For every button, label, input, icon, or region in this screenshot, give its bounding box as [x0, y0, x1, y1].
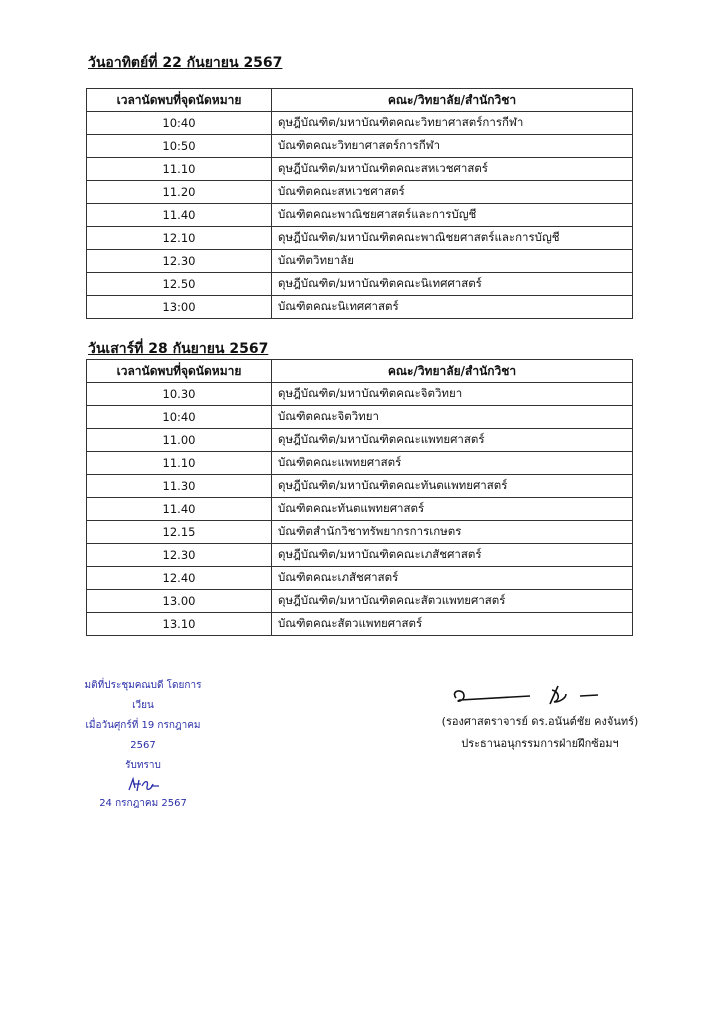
- table-row: [87, 383, 633, 406]
- table-row: [87, 181, 633, 204]
- faculty-cell: ดุษฎีบัณฑิต/มหาบัณฑิตคณะสหเวชศาสตร์: [272, 158, 633, 181]
- table-row: [87, 296, 633, 319]
- table-row: [87, 406, 633, 429]
- table-row: [87, 452, 633, 475]
- approval-note: [78, 676, 208, 814]
- faculty-cell: ดุษฎีบัณฑิต/มหาบัณฑิตคณะเภสัชศาสตร์: [272, 544, 633, 567]
- time-cell: 13.00: [87, 590, 272, 613]
- faculty-cell: ดุษฎีบัณฑิต/มหาบัณฑิตคณะสัตวแพทยศาสตร์: [272, 590, 633, 613]
- faculty-cell: บัณฑิตคณะวิทยาศาสตร์การกีฬา: [272, 135, 633, 158]
- faculty-cell: บัณฑิตวิทยาลัย: [272, 250, 633, 273]
- signer-block: [420, 680, 660, 752]
- faculty-cell: บัณฑิตคณะสหเวชศาสตร์: [272, 181, 633, 204]
- time-cell: 11.10: [87, 452, 272, 475]
- approval-date: 24 กรกฎาคม 2567: [99, 798, 187, 809]
- table-row: [87, 273, 633, 296]
- section-title-day1: วันอาทิตย์ที่ 22 กันยายน 2567: [88, 55, 283, 71]
- table-row: [87, 204, 633, 227]
- table-row: [87, 544, 633, 567]
- time-cell: 13:00: [87, 296, 272, 319]
- table-row: [87, 521, 633, 544]
- time-cell: 11.40: [87, 204, 272, 227]
- faculty-cell: ดุษฎีบัณฑิต/มหาบัณฑิตคณะวิทยาศาสตร์การกีฬา: [272, 112, 633, 135]
- schedule-table-day1: [86, 88, 633, 319]
- faculty-cell: ดุษฎีบัณฑิต/มหาบัณฑิตคณะแพทยศาสตร์: [272, 429, 633, 452]
- time-cell: 12.30: [87, 544, 272, 567]
- table-row: [87, 429, 633, 452]
- table-row: [87, 158, 633, 181]
- table-row: [87, 590, 633, 613]
- faculty-cell: ดุษฎีบัณฑิต/มหาบัณฑิตคณะนิเทศศาสตร์: [272, 273, 633, 296]
- faculty-cell: บัณฑิตสำนักวิชาทรัพยากรการเกษตร: [272, 521, 633, 544]
- time-cell: 12.50: [87, 273, 272, 296]
- approval-signature: [78, 776, 208, 794]
- time-cell: 12.30: [87, 250, 272, 273]
- time-cell: 11.00: [87, 429, 272, 452]
- approval-note-line3: รับทราบ: [125, 760, 161, 771]
- table-header-row: [87, 360, 633, 383]
- time-cell: 10:40: [87, 112, 272, 135]
- faculty-cell: ดุษฎีบัณฑิต/มหาบัณฑิตคณะพาณิชยศาสตร์และการบัญชี: [272, 227, 633, 250]
- header-faculty: คณะ/วิทยาลัย/สำนักวิชา: [272, 89, 633, 112]
- faculty-cell: บัณฑิตคณะจิตวิทยา: [272, 406, 633, 429]
- header-time: เวลานัดพบที่จุดนัดหมาย: [87, 360, 272, 383]
- table-row: [87, 498, 633, 521]
- table-row: [87, 135, 633, 158]
- faculty-cell: บัณฑิตคณะเภสัชศาสตร์: [272, 567, 633, 590]
- faculty-cell: บัณฑิตคณะนิเทศศาสตร์: [272, 296, 633, 319]
- time-cell: 12.40: [87, 567, 272, 590]
- faculty-cell: ดุษฎีบัณฑิต/มหาบัณฑิตคณะจิตวิทยา: [272, 383, 633, 406]
- faculty-cell: บัณฑิตคณะพาณิชยศาสตร์และการบัญชี: [272, 204, 633, 227]
- approval-note-line2: เมื่อวันศุกร์ที่ 19 กรกฎาคม 2567: [85, 720, 201, 751]
- signer-role: ประธานอนุกรรมการฝ่ายฝึกซ้อมฯ: [461, 737, 619, 750]
- time-cell: 10:50: [87, 135, 272, 158]
- signer-name: (รองศาสตราจารย์ ดร.อนันต์ชัย คงจันทร์): [441, 715, 639, 728]
- approval-note-line1: มติที่ประชุมคณบดี โดยการเวียน: [84, 680, 202, 711]
- faculty-cell: บัณฑิตคณะสัตวแพทยศาสตร์: [272, 613, 633, 636]
- time-cell: 10.30: [87, 383, 272, 406]
- time-cell: 10:40: [87, 406, 272, 429]
- faculty-cell: บัณฑิตคณะทันตแพทยศาสตร์: [272, 498, 633, 521]
- chair-signature: [420, 680, 660, 712]
- schedule-table-day2: [86, 359, 633, 636]
- section-title-day2: วันเสาร์ที่ 28 กันยายน 2567: [88, 341, 269, 357]
- time-cell: 11.20: [87, 181, 272, 204]
- time-cell: 12.15: [87, 521, 272, 544]
- header-time: เวลานัดพบที่จุดนัดหมาย: [87, 89, 272, 112]
- faculty-cell: ดุษฎีบัณฑิต/มหาบัณฑิตคณะทันตแพทยศาสตร์: [272, 475, 633, 498]
- time-cell: 13.10: [87, 613, 272, 636]
- header-faculty: คณะ/วิทยาลัย/สำนักวิชา: [272, 360, 633, 383]
- table-row: [87, 227, 633, 250]
- time-cell: 11.30: [87, 475, 272, 498]
- table-row: [87, 475, 633, 498]
- faculty-cell: บัณฑิตคณะแพทยศาสตร์: [272, 452, 633, 475]
- table-row: [87, 567, 633, 590]
- table-row: [87, 250, 633, 273]
- time-cell: 11.10: [87, 158, 272, 181]
- table-header-row: [87, 89, 633, 112]
- time-cell: 11.40: [87, 498, 272, 521]
- table-row: [87, 613, 633, 636]
- time-cell: 12.10: [87, 227, 272, 250]
- table-row: [87, 112, 633, 135]
